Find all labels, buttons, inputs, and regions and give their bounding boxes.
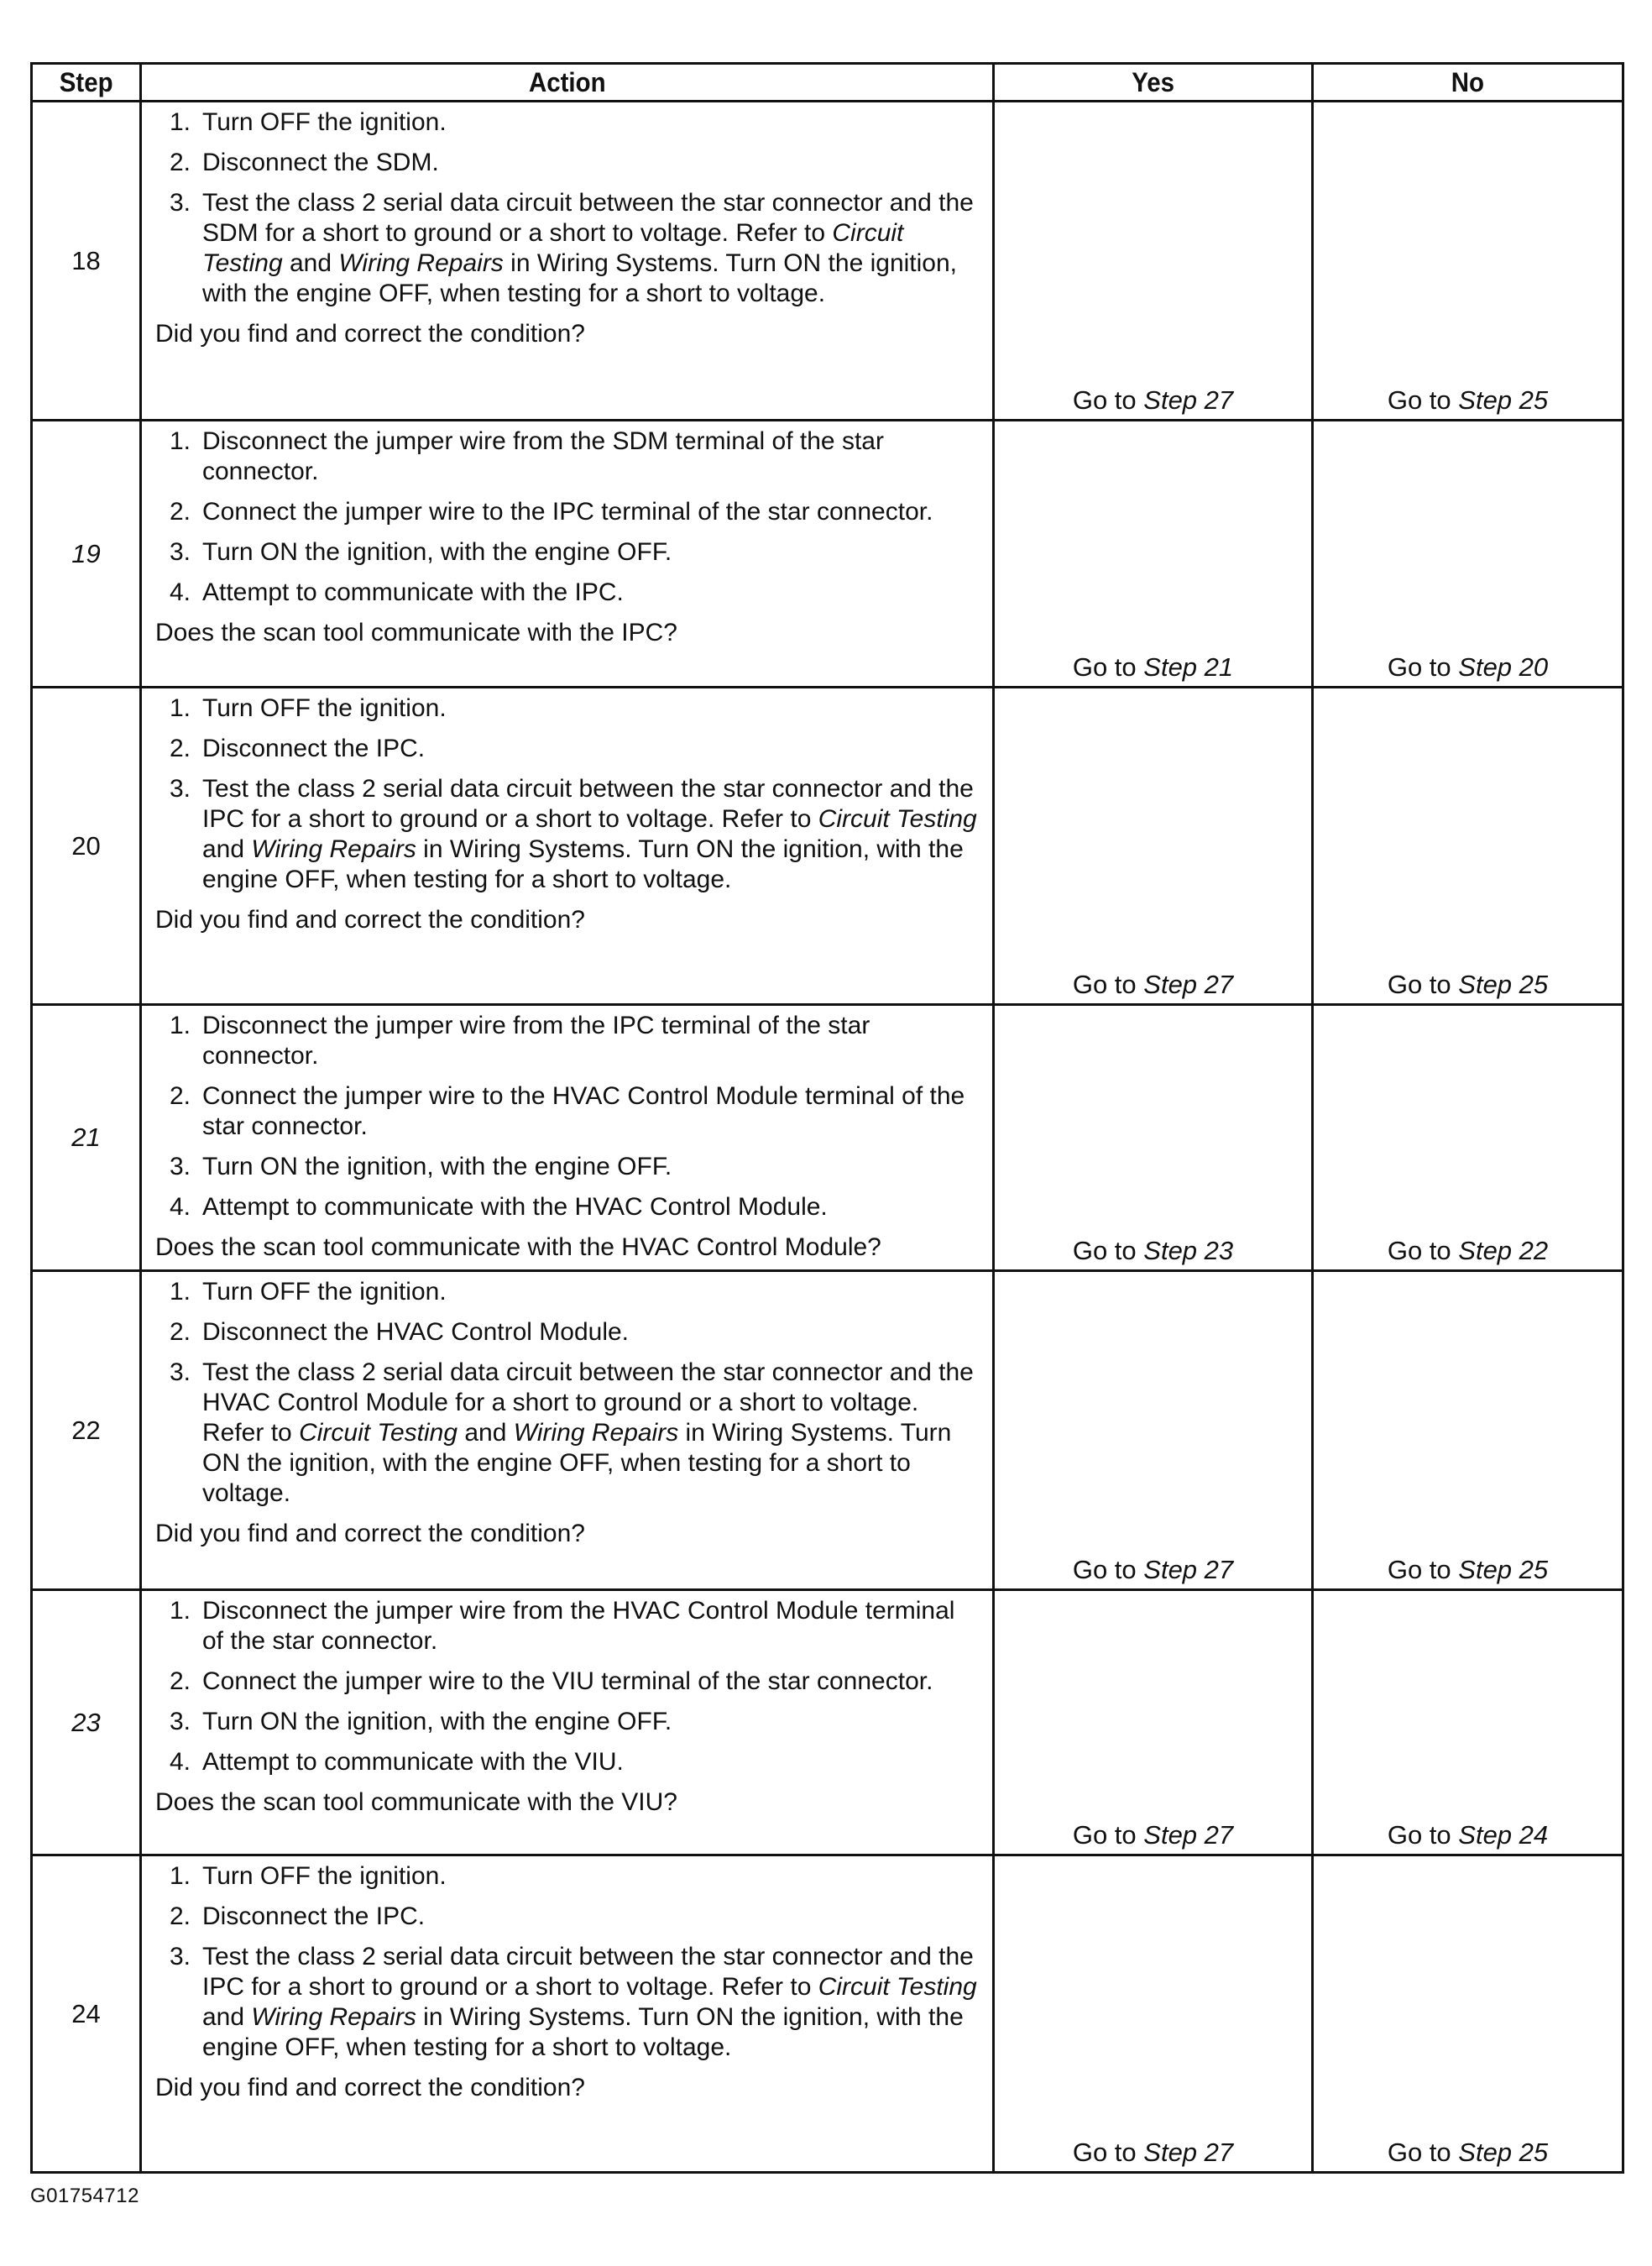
col-header-action: Action — [141, 64, 994, 102]
item-text — [202, 148, 979, 178]
goto-label: Go to — [1387, 652, 1459, 682]
goto-step-link[interactable]: Step 27 — [1143, 1555, 1234, 1584]
action-list — [155, 1277, 979, 1509]
item-text — [202, 1152, 979, 1182]
yes-result — [994, 102, 1313, 421]
diagnostic-table — [30, 62, 1624, 2174]
text-run: Turn ON the ignition, with the engine OFF. — [202, 1153, 672, 1180]
list-item — [155, 497, 979, 527]
item-text — [202, 1011, 979, 1071]
item-number: 2. — [169, 1667, 191, 1695]
reference-text: Wiring Repairs — [513, 1419, 679, 1447]
yes-result — [994, 1855, 1313, 2173]
text-run: Disconnect the jumper wire from the IPC terminal of the star connector. — [202, 1012, 870, 1070]
item-text — [202, 1081, 979, 1142]
text-run: Turn ON the ignition, with the engine OFF. — [202, 1708, 672, 1735]
item-text — [202, 1707, 979, 1737]
goto-step-link[interactable]: Step 24 — [1458, 1820, 1549, 1850]
question-text: Does the scan tool communicate with the VIU? — [155, 1788, 677, 1816]
reference-text: Circuit Testing — [818, 805, 977, 833]
goto-step-link[interactable]: Step 21 — [1143, 652, 1234, 682]
list-item — [155, 1081, 979, 1142]
step-number: 22 — [32, 1271, 141, 1590]
item-text — [202, 1861, 979, 1892]
table-row — [32, 1271, 1623, 1590]
item-number: 3. — [169, 775, 191, 803]
table-row — [32, 1590, 1623, 1855]
goto-step-link[interactable]: Step 27 — [1143, 2138, 1234, 2167]
goto-label: Go to — [1072, 2138, 1144, 2167]
text-run: Turn OFF the ignition. — [202, 1862, 447, 1890]
reference-text: Circuit Testing — [202, 219, 904, 277]
action-list — [155, 1596, 979, 1777]
item-number: 3. — [169, 1708, 191, 1735]
goto-step-link[interactable]: Step 23 — [1143, 1236, 1234, 1265]
text-run: Turn OFF the ignition. — [202, 108, 447, 136]
item-text — [202, 1277, 979, 1307]
list-item — [155, 537, 979, 568]
goto-step-link[interactable]: Step 27 — [1143, 970, 1234, 999]
yes-result — [994, 1271, 1313, 1590]
goto-label: Go to — [1072, 385, 1144, 415]
yes-result — [994, 1005, 1313, 1271]
goto-label: Go to — [1072, 1236, 1144, 1265]
figure-code: G01754712 — [30, 2185, 139, 2207]
list-item — [155, 578, 979, 608]
col-header-yes: Yes — [994, 64, 1313, 102]
text-run: Disconnect the IPC. — [202, 735, 426, 762]
action-cell — [141, 688, 994, 1005]
action-cell — [141, 102, 994, 421]
no-result — [1313, 1590, 1623, 1855]
no-result — [1313, 1005, 1623, 1271]
col-header-step: Step — [32, 64, 141, 102]
item-text — [202, 774, 979, 895]
item-number: 1. — [169, 108, 191, 136]
item-text — [202, 693, 979, 724]
goto-step-link[interactable]: Step 27 — [1143, 1820, 1234, 1850]
no-result — [1313, 1271, 1623, 1590]
item-text — [202, 497, 979, 527]
list-item — [155, 1192, 979, 1222]
goto-label: Go to — [1387, 1555, 1459, 1584]
goto-step-link[interactable]: Step 25 — [1458, 970, 1549, 999]
text-run: and — [202, 835, 252, 863]
text-run: and — [457, 1419, 514, 1447]
question-text: Does the scan tool communicate with the IPC? — [155, 619, 677, 646]
question-text: Did you find and correct the condition? — [155, 1520, 585, 1547]
list-item — [155, 1667, 979, 1697]
item-text — [202, 1747, 979, 1777]
reference-text: Circuit Testing — [299, 1419, 458, 1447]
text-run: Disconnect the jumper wire from the HVAC Control Module terminal of the star connector. — [202, 1597, 955, 1655]
list-item — [155, 1317, 979, 1348]
action-list — [155, 693, 979, 895]
text-run: Disconnect the jumper wire from the SDM terminal of the star connector. — [202, 427, 884, 485]
text-run: Turn OFF the ignition. — [202, 694, 447, 722]
table-row — [32, 102, 1623, 421]
text-run: in Wiring Systems. Turn ON the ignition, with the engine OFF, when testing for a short to voltage. — [202, 1419, 952, 1507]
item-text — [202, 578, 979, 608]
item-number: 3. — [169, 189, 191, 217]
text-run: in Wiring Systems. Turn ON the ignition, with the engine OFF, when testing for a short to voltage. — [202, 835, 964, 893]
text-run: Turn OFF the ignition. — [202, 1278, 447, 1306]
question-text: Did you find and correct the condition? — [155, 906, 585, 934]
action-cell — [141, 1005, 994, 1271]
text-run: Connect the jumper wire to the VIU terminal of the star connector. — [202, 1667, 933, 1695]
item-number: 3. — [169, 538, 191, 566]
item-number: 1. — [169, 427, 191, 455]
yes-result — [994, 421, 1313, 688]
reference-text: Circuit Testing — [818, 1973, 977, 2001]
item-text — [202, 1192, 979, 1222]
text-run: in Wiring Systems. Turn ON the ignition, with the engine OFF, when testing for a short to voltage. — [202, 249, 958, 307]
text-run: Disconnect the HVAC Control Module. — [202, 1318, 630, 1346]
item-text — [202, 188, 979, 309]
item-text — [202, 1596, 979, 1656]
step-number: 21 — [32, 1005, 141, 1271]
text-run: Disconnect the IPC. — [202, 1902, 426, 1930]
list-item — [155, 148, 979, 178]
text-run: Attempt to communicate with the HVAC Control Module. — [202, 1193, 828, 1221]
goto-step-link[interactable]: Step 27 — [1143, 385, 1234, 415]
text-run: Connect the jumper wire to the HVAC Control Module terminal of the star connector. — [202, 1082, 965, 1140]
item-number: 2. — [169, 1082, 191, 1110]
question-text: Did you find and correct the condition? — [155, 2074, 585, 2101]
text-run: Attempt to communicate with the IPC. — [202, 578, 624, 606]
item-number: 1. — [169, 694, 191, 722]
list-item — [155, 1707, 979, 1737]
action-list — [155, 1011, 979, 1222]
table-body — [32, 102, 1623, 2173]
no-result — [1313, 1855, 1623, 2173]
text-run: Disconnect the SDM. — [202, 149, 439, 176]
col-header-no: No — [1313, 64, 1623, 102]
list-item — [155, 188, 979, 309]
action-cell — [141, 1271, 994, 1590]
step-number: 20 — [32, 688, 141, 1005]
question-text: Did you find and correct the condition? — [155, 320, 585, 348]
goto-step-link[interactable]: Step 25 — [1458, 2138, 1549, 2167]
goto-step-link[interactable]: Step 22 — [1458, 1236, 1549, 1265]
list-item — [155, 1596, 979, 1656]
list-item — [155, 1358, 979, 1509]
yes-result — [994, 688, 1313, 1005]
item-number: 2. — [169, 1902, 191, 1930]
goto-label: Go to — [1387, 385, 1459, 415]
text-run: Test the class 2 serial data circuit between the star connector and the IPC for a short to ground or a short to voltage. Refer to — [202, 775, 974, 833]
goto-label: Go to — [1387, 1820, 1459, 1850]
goto-label: Go to — [1387, 1236, 1459, 1265]
reference-text: Wiring Repairs — [251, 2003, 416, 2031]
list-item — [155, 107, 979, 138]
action-list — [155, 107, 979, 309]
list-item — [155, 1861, 979, 1892]
list-item — [155, 774, 979, 895]
item-text — [202, 734, 979, 764]
action-cell — [141, 1590, 994, 1855]
no-result — [1313, 421, 1623, 688]
list-item — [155, 734, 979, 764]
list-item — [155, 1011, 979, 1071]
item-number: 1. — [169, 1278, 191, 1306]
text-run: and — [202, 2003, 252, 2031]
item-text — [202, 537, 979, 568]
text-run: Test the class 2 serial data circuit between the star connector and the HVAC Control Module for a short to ground or a short to voltage. Refer to — [202, 1358, 974, 1447]
table-row — [32, 421, 1623, 688]
reference-text: Wiring Repairs — [251, 835, 416, 863]
goto-step-link[interactable]: Step 20 — [1458, 652, 1549, 682]
item-text — [202, 107, 979, 138]
item-number: 2. — [169, 498, 191, 526]
item-number: 1. — [169, 1012, 191, 1039]
step-number: 23 — [32, 1590, 141, 1855]
list-item — [155, 693, 979, 724]
action-cell — [141, 1855, 994, 2173]
no-result — [1313, 688, 1623, 1005]
text-run: Turn ON the ignition, with the engine OFF. — [202, 538, 672, 566]
text-run: Test the class 2 serial data circuit between the star connector and the IPC for a short to ground or a short to voltage. Refer to — [202, 1943, 974, 2001]
item-number: 3. — [169, 1358, 191, 1386]
step-number: 19 — [32, 421, 141, 688]
item-text — [202, 1317, 979, 1348]
header-row — [32, 64, 1623, 102]
item-number: 1. — [169, 1597, 191, 1625]
item-text — [202, 1902, 979, 1932]
step-number: 18 — [32, 102, 141, 421]
table-row — [32, 1855, 1623, 2173]
goto-step-link[interactable]: Step 25 — [1458, 385, 1549, 415]
list-item — [155, 1902, 979, 1932]
text-run: in Wiring Systems. Turn ON the ignition, with the engine OFF, when testing for a short to voltage. — [202, 2003, 964, 2061]
table-row — [32, 1005, 1623, 1271]
item-number: 4. — [169, 1748, 191, 1776]
list-item — [155, 1152, 979, 1182]
goto-label: Go to — [1072, 652, 1144, 682]
item-number: 2. — [169, 149, 191, 176]
item-number: 4. — [169, 1193, 191, 1221]
goto-label: Go to — [1072, 1555, 1144, 1584]
text-run: Attempt to communicate with the VIU. — [202, 1748, 624, 1776]
text-run: Test the class 2 serial data circuit between the star connector and the SDM for a short to ground or a short to voltage. Refer to — [202, 189, 974, 247]
item-text — [202, 1942, 979, 2063]
item-number: 2. — [169, 735, 191, 762]
item-number: 4. — [169, 578, 191, 606]
item-text — [202, 1667, 979, 1697]
action-cell — [141, 421, 994, 688]
reference-text: Wiring Repairs — [338, 249, 504, 277]
list-item — [155, 427, 979, 487]
goto-label: Go to — [1387, 970, 1459, 999]
item-number: 3. — [169, 1153, 191, 1180]
item-text — [202, 1358, 979, 1509]
goto-label: Go to — [1072, 970, 1144, 999]
list-item — [155, 1942, 979, 2063]
table-row — [32, 688, 1623, 1005]
text-run: Connect the jumper wire to the IPC terminal of the star connector. — [202, 498, 933, 526]
goto-step-link[interactable]: Step 25 — [1458, 1555, 1549, 1584]
item-number: 3. — [169, 1943, 191, 1970]
text-run: and — [282, 249, 339, 277]
item-number: 2. — [169, 1318, 191, 1346]
yes-result — [994, 1590, 1313, 1855]
item-text — [202, 427, 979, 487]
action-list — [155, 427, 979, 608]
list-item — [155, 1747, 979, 1777]
question-text: Does the scan tool communicate with the HVAC Control Module? — [155, 1233, 881, 1261]
action-list — [155, 1861, 979, 2063]
goto-label: Go to — [1387, 2138, 1459, 2167]
goto-label: Go to — [1072, 1820, 1144, 1850]
list-item — [155, 1277, 979, 1307]
item-number: 1. — [169, 1862, 191, 1890]
no-result — [1313, 102, 1623, 421]
step-number: 24 — [32, 1855, 141, 2173]
